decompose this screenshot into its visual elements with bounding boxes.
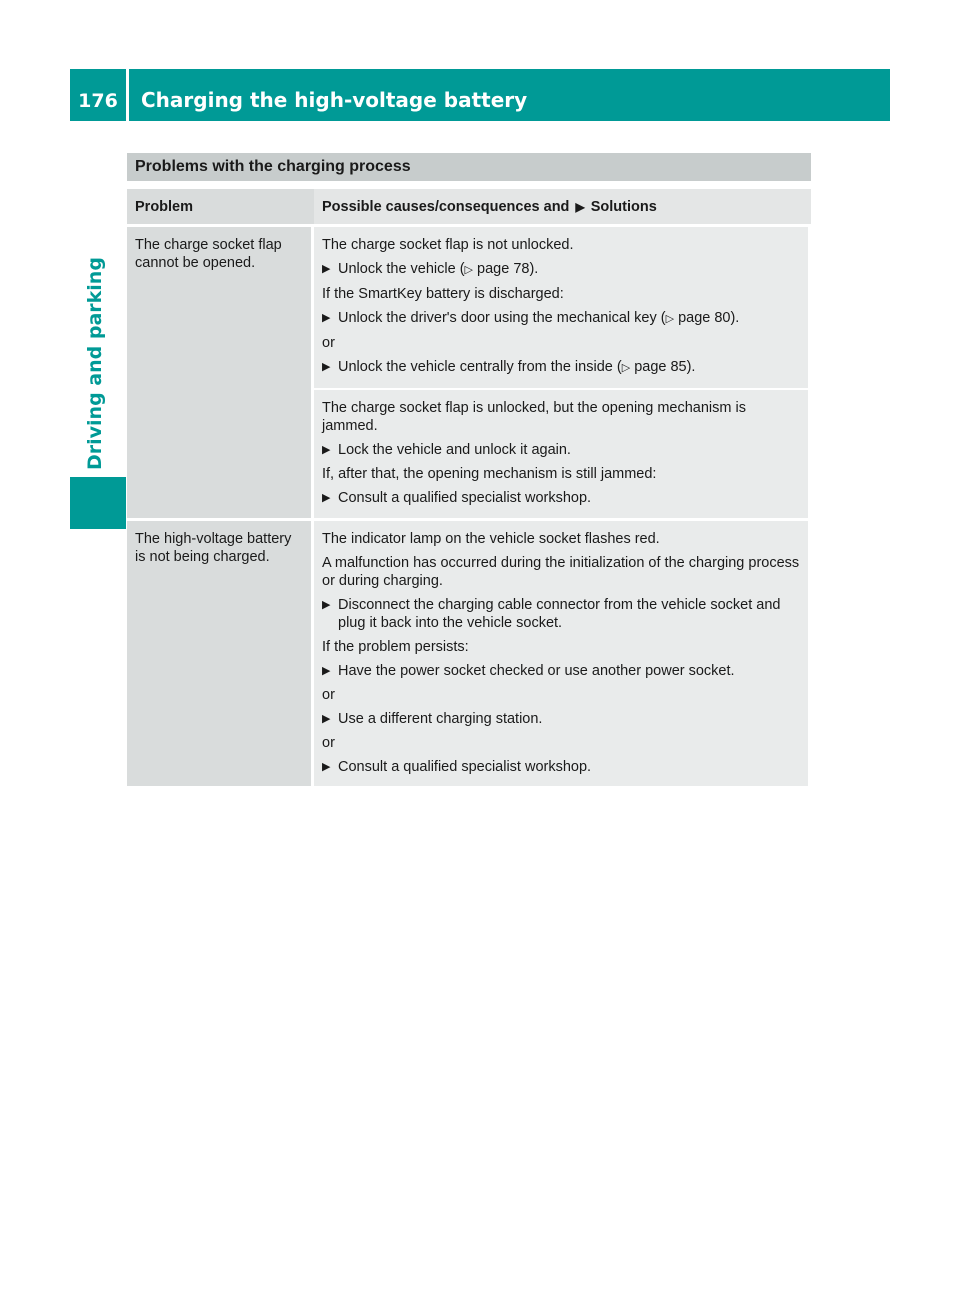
page-reference-icon: ▷	[464, 264, 473, 276]
column-header-solutions-text: Possible causes/consequences and	[322, 199, 570, 215]
action-step	[322, 662, 800, 680]
action-arrow-icon	[322, 260, 338, 279]
or-text: or	[322, 735, 335, 751]
action-arrow-icon	[322, 309, 338, 328]
action-text: Have the power socket checked or use another power socket.	[338, 663, 735, 679]
action-text: Lock the vehicle and unlock it again.	[338, 442, 571, 458]
action-step	[322, 489, 800, 507]
solutions-cell	[314, 521, 808, 786]
action-text: Unlock the vehicle centrally from the inside (	[338, 359, 622, 375]
action-step	[322, 441, 800, 459]
solution-block	[314, 227, 808, 388]
solutions-cell	[314, 227, 808, 518]
column-header-solutions-label: Solutions	[590, 199, 657, 215]
cause-text: If the problem persists:	[322, 639, 469, 655]
cause-text: If the SmartKey battery is discharged:	[322, 286, 564, 302]
action-arrow-icon	[322, 758, 338, 776]
action-arrow-icon: ▶	[575, 200, 585, 214]
or-text: or	[322, 687, 335, 703]
solution-block	[314, 521, 808, 786]
action-arrow-icon	[322, 596, 338, 632]
header-divider	[126, 69, 129, 121]
action-step	[322, 710, 800, 728]
problems-table	[127, 189, 811, 786]
problem-cell: The charge socket flap cannot be opened.	[127, 227, 314, 518]
action-text: Consult a qualified specialist workshop.	[338, 490, 592, 506]
action-step	[322, 260, 800, 279]
action-text: Disconnect the charging cable connector from the vehicle socket and plug it back into the vehicle socket.	[338, 597, 781, 631]
page-title: Charging the high-voltage battery	[141, 88, 528, 112]
table-header-row	[127, 189, 811, 224]
action-step	[322, 309, 800, 328]
action-arrow-icon	[322, 358, 338, 377]
table-row	[127, 227, 811, 518]
action-arrow-icon	[322, 441, 338, 459]
action-step	[322, 358, 800, 377]
action-step	[322, 596, 800, 632]
action-arrow-icon	[322, 489, 338, 507]
page-reference-icon: ▷	[621, 362, 631, 374]
action-arrow-icon	[322, 710, 338, 728]
column-header-solutions	[314, 189, 811, 224]
page-reference-link[interactable]: page 85).	[634, 359, 696, 375]
solution-block	[314, 388, 808, 518]
page-reference-link[interactable]: page 78).	[477, 261, 539, 277]
action-text: Consult a qualified specialist workshop.	[338, 759, 592, 775]
or-text: or	[322, 335, 335, 351]
action-text: Unlock the driver's door using the mechanical key (	[338, 310, 666, 326]
page-number: 176	[78, 90, 118, 112]
cause-text: The charge socket flap is unlocked, but the opening mechanism is jammed.	[322, 400, 746, 434]
cause-text: If, after that, the opening mechanism is still jammed:	[322, 466, 657, 482]
chapter-side-label: Driving and parking	[84, 257, 106, 470]
page-reference-link[interactable]: page 80).	[678, 310, 740, 326]
action-arrow-icon	[322, 662, 338, 680]
page-reference-icon: ▷	[665, 313, 675, 325]
section-title: Problems with the charging process	[127, 153, 811, 181]
cause-text: The charge socket flap is not unlocked.	[322, 237, 574, 253]
action-step	[322, 758, 800, 776]
cause-text: A malfunction has occurred during the initialization of the charging process or during charging.	[322, 555, 800, 589]
table-row	[127, 521, 811, 786]
column-header-problem: Problem	[127, 189, 314, 224]
action-text: Unlock the vehicle (	[338, 261, 465, 277]
cause-text: The indicator lamp on the vehicle socket flashes red.	[322, 531, 660, 547]
action-text: Use a different charging station.	[338, 711, 543, 727]
problem-cell: The high-voltage battery is not being charged.	[127, 521, 314, 786]
side-tab-marker	[70, 477, 126, 529]
